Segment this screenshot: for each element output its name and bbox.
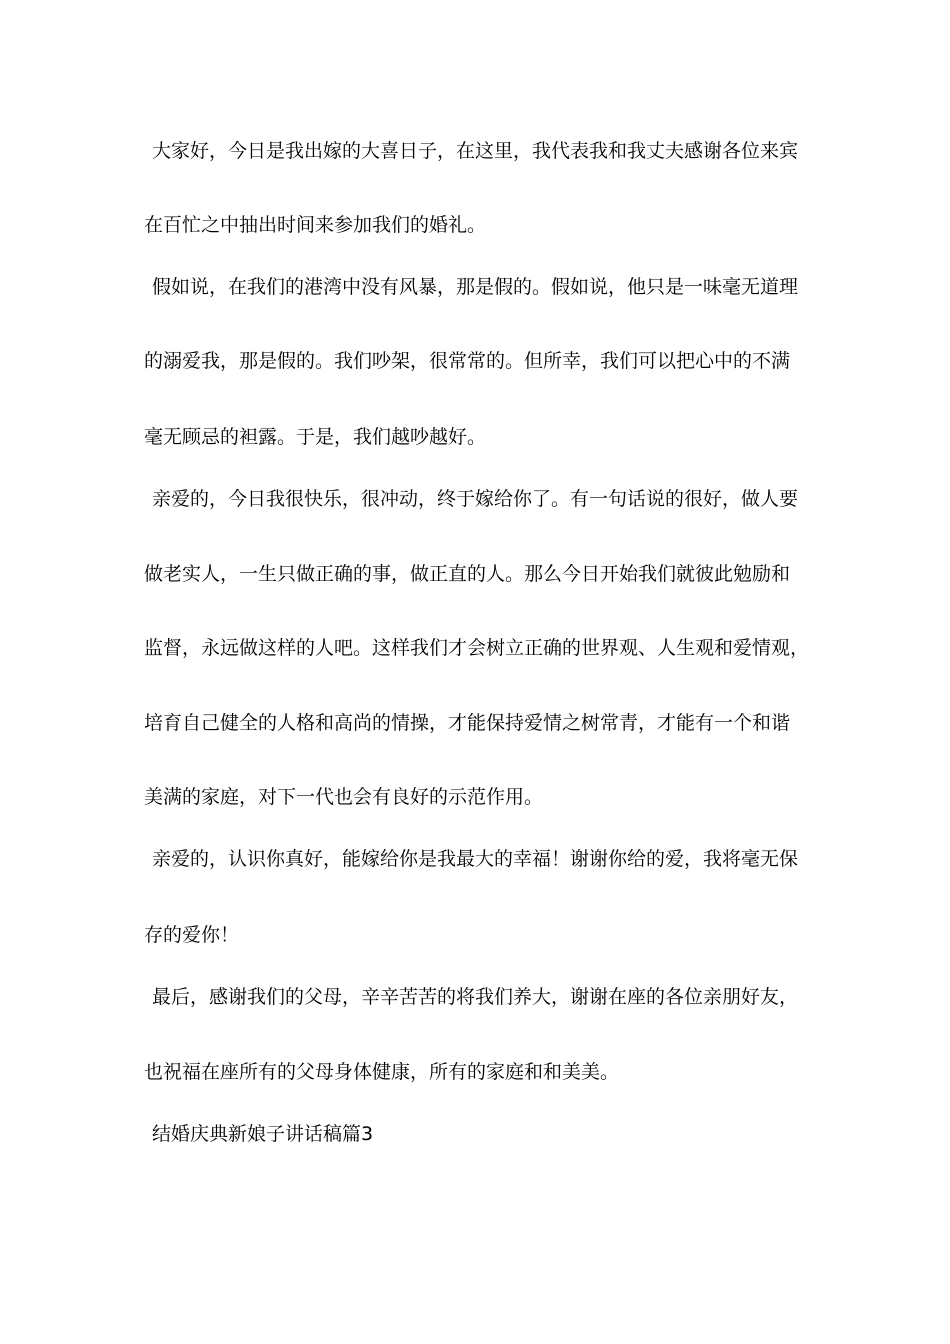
paragraph-3-line-3: 监督，永远做这样的人吧。这样我们才会树立正确的世界观、人生观和爱情观， <box>144 637 810 659</box>
section-heading: 结婚庆典新娘子讲话稿篇3 <box>152 1123 374 1145</box>
paragraph-2-line-2: 的溺爱我，那是假的。我们吵架，很常常的。但所幸，我们可以把心中的不满 <box>144 350 791 372</box>
paragraph-3-line-1: 亲爱的，今日我很快乐，很冲动，终于嫁给你了。有一句话说的很好，做人要 <box>152 488 799 510</box>
paragraph-5-line-1: 最后，感谢我们的父母，辛辛苦苦的将我们养大，谢谢在座的各位亲朋好友， <box>152 986 799 1008</box>
paragraph-2-line-3: 毫无顾忌的袒露。于是，我们越吵越好。 <box>144 426 487 448</box>
paragraph-1-line-2: 在百忙之中抽出时间来参加我们的婚礼。 <box>144 214 487 236</box>
paragraph-4-line-1: 亲爱的，认识你真好，能嫁给你是我最大的幸福！谢谢你给的爱，我将毫无保 <box>152 848 799 870</box>
paragraph-3-line-5: 美满的家庭，对下一代也会有良好的示范作用。 <box>144 786 544 808</box>
paragraph-3-line-2: 做老实人，一生只做正确的事，做正直的人。那么今日开始我们就彼此勉励和 <box>144 563 791 585</box>
paragraph-3-line-4: 培育自己健全的人格和高尚的情操，才能保持爱情之树常青，才能有一个和谐 <box>144 712 791 734</box>
paragraph-1-line-1: 大家好，今日是我出嫁的大喜日子，在这里，我代表我和我丈夫感谢各位来宾 <box>152 140 799 162</box>
paragraph-2-line-1: 假如说，在我们的港湾中没有风暴，那是假的。假如说，他只是一味毫无道理 <box>152 276 799 298</box>
paragraph-4-line-2: 存的爱你！ <box>144 924 240 946</box>
paragraph-5-line-2: 也祝福在座所有的父母身体健康，所有的家庭和和美美。 <box>144 1061 620 1083</box>
